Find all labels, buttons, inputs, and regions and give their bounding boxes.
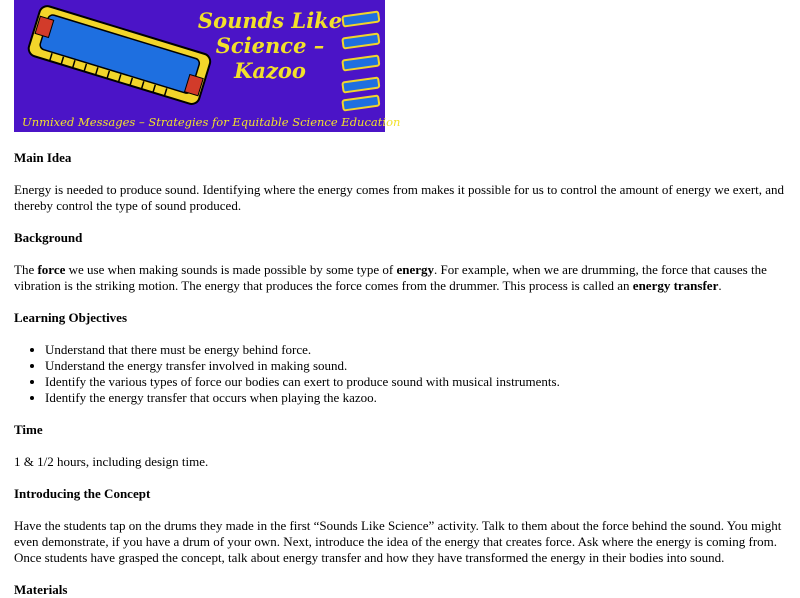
list-item: • Identify the energy transfer that occurs when playing the kazoo. (45, 390, 793, 406)
list-item: • Understand the energy transfer involved in making sound. (45, 358, 793, 374)
time-text: 1 & 1/2 hours, including design time. (14, 454, 209, 469)
header-banner (14, 0, 401, 132)
term-force: force (37, 262, 66, 277)
materials-heading: Materials (14, 582, 68, 597)
introducing-heading: Introducing the Concept (14, 486, 151, 501)
main-idea-text: Energy is needed to produce sound. Identifying where the energy comes from makes it possible for us to control the amount of energy we exert, and thereby control the type of sound produced. (14, 182, 785, 213)
main-idea-heading: Main Idea (14, 150, 72, 165)
banner-tagline: Unmixed Messages – Strategies for Equitable Science Education (22, 115, 401, 129)
list-item: • Identify the various types of force our bodies can exert to produce sound with musical instruments. (45, 374, 793, 390)
background-heading: Background (14, 230, 83, 245)
introducing-text: Have the students tap on the drums they made in the first “Sounds Like Science” activity. Talk to them about the force behind the sound. You might even demonstrate, if you have a drum of your own. Next, introduce the idea of the energy that creates force. Ask where the energy is coming from. Once students have grasped the concept, talk about energy transfer and how they have transformed the energy in their bodies into sound. (14, 518, 782, 565)
term-energy-transfer: energy transfer (632, 278, 719, 293)
objectives-heading: Learning Objectives (14, 310, 128, 325)
time-heading: Time (14, 422, 43, 437)
background-text: The force we use when making sounds is made possible by some type of energy. For example, when we are drumming, the force that causes the vibration is the striking motion. The energy that produces the force comes from the drummer. This process is called an energy transfer. (14, 262, 767, 293)
banner-title: Sounds Like Science – Kazoo (197, 8, 343, 83)
article-content (7, 150, 795, 598)
objectives-list (14, 342, 793, 406)
list-item: • Understand that there must be energy behind force. (45, 342, 793, 358)
term-energy: energy (396, 262, 435, 277)
